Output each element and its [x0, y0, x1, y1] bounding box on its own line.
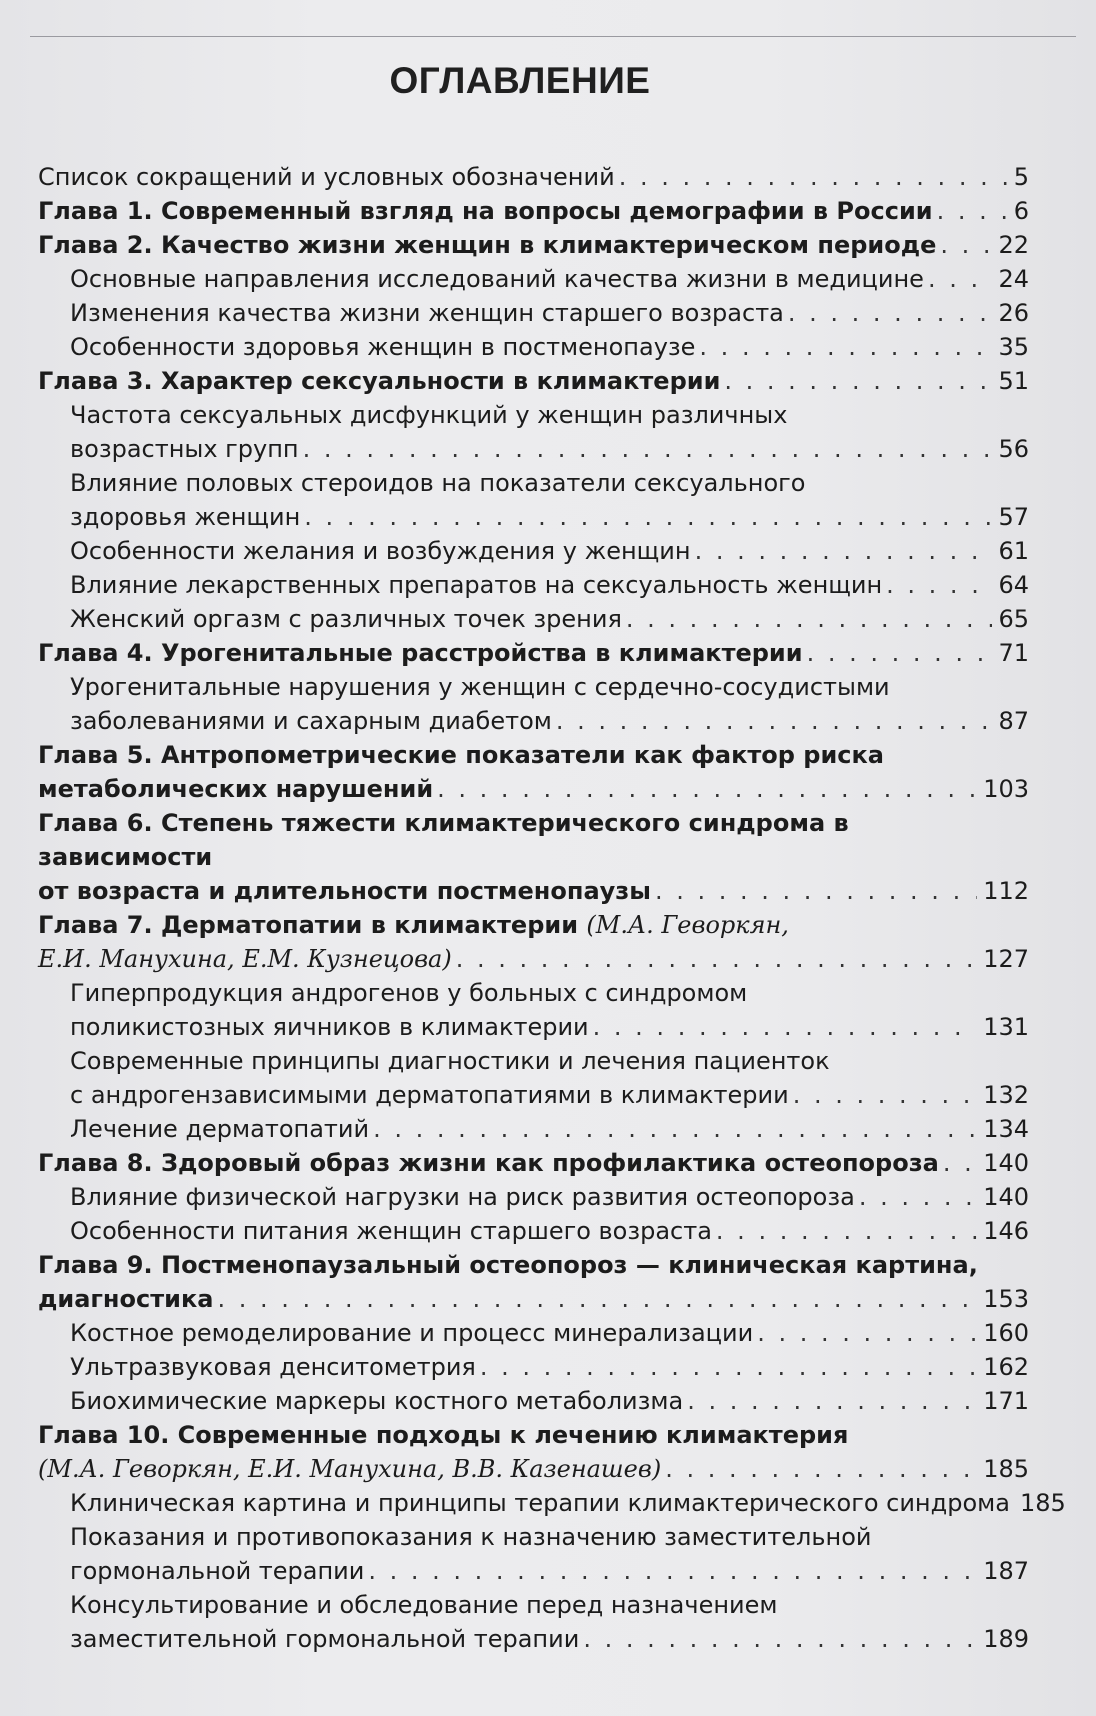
toc-entry-title-text: заболеваниями и сахарным диабетом: [70, 707, 552, 735]
toc-entry-title: [70, 602, 622, 636]
toc-entry-title-part: Урогенитальные нарушения у женщин с сердечно-сосудистыми: [70, 673, 890, 701]
dot-leader: [886, 568, 992, 602]
toc-entry-title-part: Показания и противопоказания к назначению заместительной: [70, 1523, 872, 1551]
toc-entry-title: [70, 1010, 589, 1044]
dot-leader: [943, 1146, 977, 1180]
toc-page-number: 64: [998, 571, 1029, 599]
toc-chapter-entry[interactable]: [34, 1146, 1029, 1180]
dot-leader: [724, 364, 992, 398]
toc-entry-title-text: гормональной терапии: [70, 1557, 365, 1585]
toc-entry-title-text: Костное ремоделирование и процесс минерализации: [70, 1319, 754, 1347]
toc-entry-title-text: Ультразвуковая денситометрия: [70, 1353, 476, 1381]
toc-entry-leader-line: [70, 262, 1029, 296]
toc-entry-leader-line: [70, 432, 1029, 466]
toc-entry-title-line: [38, 806, 1029, 874]
toc-entry-leader-line: [70, 568, 1029, 602]
toc-subsection-entry[interactable]: [34, 1112, 1029, 1146]
toc-entry-leader-line: [70, 1180, 1029, 1214]
toc-entry-leader-line: [70, 1316, 1029, 1350]
toc-page-number: 140: [983, 1149, 1029, 1177]
toc-entry-leader-line: [70, 602, 1029, 636]
toc-entry-title: [70, 1486, 1010, 1520]
toc-entry-title-line: [38, 738, 1029, 772]
toc-page-number: 131: [983, 1013, 1029, 1041]
toc-entry-leader-line: [70, 1384, 1029, 1418]
toc-entry-leader-line: [70, 296, 1029, 330]
dot-leader: [859, 1180, 977, 1214]
toc-page-number: 189: [983, 1625, 1029, 1653]
toc-entry-leader-line: [70, 1214, 1029, 1248]
toc-entry-title: [70, 1214, 712, 1248]
toc-subsection-entry[interactable]: [34, 296, 1029, 330]
toc-subsection-entry[interactable]: [34, 670, 1029, 738]
toc-entry-title: [70, 534, 691, 568]
toc-subsection-entry[interactable]: [34, 1044, 1029, 1112]
toc-entry-title-part: Современные принципы диагностики и лечения пациенток: [70, 1047, 830, 1075]
toc-page-number: 6: [1013, 197, 1029, 225]
toc-subsection-entry[interactable]: [34, 466, 1029, 534]
toc-page-number: 185: [1019, 1489, 1066, 1517]
dot-leader: [626, 602, 993, 636]
dot-leader: [556, 704, 993, 738]
toc-entry-title-text: здоровья женщин: [70, 503, 301, 531]
toc-entry-title: [70, 1622, 579, 1656]
toc-entry-leader-line: [70, 534, 1029, 568]
toc-entry-title: [38, 364, 720, 398]
toc-entry-title-line: [38, 1248, 1029, 1282]
dot-leader: [687, 1384, 977, 1418]
toc-entry-title-part: Гиперпродукция андрогенов у больных с синдромом: [70, 979, 748, 1007]
toc-chapter-entry[interactable]: [34, 194, 1029, 228]
toc-page-number: 162: [983, 1353, 1029, 1381]
dot-leader: [928, 262, 993, 296]
toc-entry-title-text: Глава 1. Современный взгляд на вопросы демографии в России: [38, 197, 933, 225]
toc-entry-leader-line: [70, 1078, 1029, 1112]
toc-entry-title-line: [70, 398, 1029, 432]
toc-page-number: 127: [983, 945, 1029, 973]
toc-subsection-entry[interactable]: [34, 1384, 1029, 1418]
dot-leader: [695, 534, 993, 568]
toc-entry-title-line: [70, 976, 1029, 1010]
toc-page-number: 71: [998, 639, 1029, 667]
toc-subsection-entry[interactable]: [34, 1316, 1029, 1350]
dot-leader: [368, 1554, 977, 1588]
toc-entry-title: [70, 1180, 855, 1214]
dot-leader: [619, 160, 1008, 194]
dot-leader: [593, 1010, 978, 1044]
toc-entry-title-text: с андрогензависимыми дерматопатиями в климактерии: [70, 1081, 789, 1109]
dot-leader: [655, 874, 977, 908]
toc-entry-title-part: Глава 5. Антропометрические показатели как фактор риска: [38, 741, 884, 769]
toc-subsection-entry[interactable]: [34, 1486, 1066, 1520]
toc-entry-leader-line: [38, 942, 1029, 976]
toc-subsection-entry[interactable]: [34, 568, 1029, 602]
toc-entry-title-text: Список сокращений и условных обозначений: [38, 163, 615, 191]
toc-entry-title-text: метаболических нарушений: [38, 775, 434, 803]
toc-entry-title-text: заместительной гормональной терапии: [70, 1625, 580, 1653]
toc-page-number: 153: [983, 1285, 1029, 1313]
toc-entry-authors: (М.А. Геворкян,: [586, 911, 789, 939]
toc-entry-title-part: Глава 10. Современные подходы к лечению климактерия: [38, 1421, 849, 1449]
toc-page-number: 61: [998, 537, 1029, 565]
toc-entry-leader-line: [70, 330, 1029, 364]
toc-entry-title: [70, 1384, 683, 1418]
toc-page-number: 112: [983, 877, 1029, 905]
toc-page-number: 160: [983, 1319, 1029, 1347]
toc-page-number: 51: [998, 367, 1029, 395]
toc-entry-leader-line: [38, 1146, 1029, 1180]
dot-leader: [788, 296, 993, 330]
toc-entry-title-line: [38, 1418, 1029, 1452]
toc-entry-authors: Е.И. Манухина, Е.М. Кузнецова): [38, 945, 452, 973]
toc-entry-title-text: Женский оргазм с различных точек зрения: [70, 605, 622, 633]
toc-entry-authors: (М.А. Геворкян, Е.И. Манухина, В.В. Казенашев): [38, 1455, 662, 1483]
toc-entry-title-part: Частота сексуальных дисфункций у женщин различных: [70, 401, 788, 429]
toc-entry-title: [70, 1350, 476, 1384]
toc-entry-leader-line: [70, 1350, 1029, 1384]
toc-entry-title: [70, 262, 924, 296]
toc-entry-title-part: Консультирование и обследование перед назначением: [70, 1591, 778, 1619]
toc-page-number: 26: [998, 299, 1029, 327]
toc-entry-title: [38, 160, 615, 194]
toc-page-number: 103: [983, 775, 1029, 803]
toc-entry-title: [70, 432, 299, 466]
toc-entry-title: [70, 296, 784, 330]
toc-page-number: 56: [998, 435, 1029, 463]
toc-entry-leader-line: [38, 874, 1029, 908]
toc-entry-title-text: диагностика: [38, 1285, 214, 1313]
dot-leader: [304, 500, 992, 534]
toc-chapter-entry[interactable]: [34, 160, 1029, 194]
toc-entry-title: [70, 1316, 753, 1350]
toc-entry-leader-line: [38, 772, 1029, 806]
toc-entry-title-part: Глава 6. Степень тяжести климактерического синдрома в зависимости: [38, 809, 849, 871]
toc-subsection-entry[interactable]: [34, 1180, 1029, 1214]
toc-subsection-entry[interactable]: [34, 1520, 1029, 1588]
toc-entry-title-text: поликистозных яичников в климактерии: [70, 1013, 589, 1041]
toc-entry-title-text: Лечение дерматопатий: [70, 1115, 370, 1143]
toc-entry-title-text: Особенности желания и возбуждения у женщин: [70, 537, 691, 565]
toc-chapter-entry[interactable]: [34, 806, 1029, 908]
toc-page-number: 171: [983, 1387, 1029, 1415]
toc-entry-title-line: [38, 908, 1029, 942]
dot-leader: [716, 1214, 977, 1248]
toc-entry-title-text: Глава 2. Качество жизни женщин в климактерическом периоде: [38, 231, 937, 259]
toc-entry-leader-line: [70, 1112, 1029, 1146]
toc-entry-leader-line: [70, 1010, 1029, 1044]
toc-chapter-entry[interactable]: [34, 364, 1029, 398]
toc-page-number: 35: [998, 333, 1029, 361]
dot-leader: [665, 1452, 977, 1486]
toc-entry-title: [70, 1112, 369, 1146]
toc-entry-title-text: Биохимические маркеры костного метаболизма: [70, 1387, 684, 1415]
toc-entry-title-text: Основные направления исследований качества жизни в медицине: [70, 265, 924, 293]
dot-leader: [937, 194, 1008, 228]
toc-entry-leader-line: [70, 1554, 1029, 1588]
toc-chapter-entry[interactable]: [34, 1248, 1029, 1316]
toc-entry-title: [38, 194, 933, 228]
toc-page-number: 146: [983, 1217, 1029, 1245]
toc-entry-title: [70, 500, 300, 534]
toc-chapter-entry[interactable]: [34, 1418, 1029, 1486]
toc-entry-title-text: Клиническая картина и принципы терапии климактерического синдрома: [70, 1489, 1010, 1517]
toc-chapter-entry[interactable]: [34, 228, 1029, 262]
toc-chapter-entry[interactable]: [34, 738, 1029, 806]
dot-leader: [940, 228, 992, 262]
toc-entry-title-text: Глава 4. Урогенитальные расстройства в климактерии: [38, 639, 803, 667]
toc-entry-title: [70, 568, 882, 602]
toc-page-number: 134: [983, 1115, 1029, 1143]
toc-entry-title-text: от возраста и длительности постменопаузы: [38, 877, 651, 905]
toc-page-number: 185: [983, 1455, 1029, 1483]
toc-entry-title-text: Влияние лекарственных препаратов на сексуальность женщин: [70, 571, 883, 599]
toc-entry-title: [38, 636, 803, 670]
toc-page-number: 132: [983, 1081, 1029, 1109]
toc-entry-title: [38, 228, 936, 262]
page-title: ОГЛАВЛЕНИЕ: [389, 60, 651, 101]
toc-subsection-entry[interactable]: [34, 1588, 1029, 1656]
toc-entry-title-line: [70, 1520, 1029, 1554]
toc-entry-title-text: Изменения качества жизни женщин старшего возраста: [70, 299, 784, 327]
toc-entry-leader-line: [38, 228, 1029, 262]
toc-subsection-entry[interactable]: [34, 1350, 1029, 1384]
toc-chapter-entry[interactable]: [34, 908, 1029, 976]
toc-subsection-entry[interactable]: [34, 602, 1029, 636]
toc-page-number: 65: [998, 605, 1029, 633]
toc-entry-leader-line: [70, 704, 1029, 738]
toc-page-number: 140: [983, 1183, 1029, 1211]
toc-entry-title-text: возрастных групп: [70, 435, 299, 463]
toc-subsection-entry[interactable]: [34, 976, 1029, 1044]
toc-entry-title: [38, 1146, 939, 1180]
toc-page-number: 24: [998, 265, 1029, 293]
toc-entry-title-line: [70, 1044, 1029, 1078]
toc-entry-leader-line: [38, 1282, 1029, 1316]
toc-entry-title: [38, 1452, 661, 1486]
toc-entry-title: [70, 1078, 789, 1112]
toc-entry-title-text: Особенности питания женщин старшего возраста: [70, 1217, 712, 1245]
toc-entry-title: [70, 330, 695, 364]
table-of-contents: [34, 160, 1066, 1656]
toc-entry-title: [38, 942, 452, 976]
toc-entry-title-line: [70, 670, 1029, 704]
toc-page-number: 22: [998, 231, 1029, 259]
dot-leader: [807, 636, 993, 670]
dot-leader: [757, 1316, 977, 1350]
toc-entry-title-line: [70, 466, 1029, 500]
dot-leader: [217, 1282, 977, 1316]
toc-subsection-entry[interactable]: [34, 1214, 1029, 1248]
toc-entry-title-part: Влияние половых стероидов на показатели сексуального: [70, 469, 806, 497]
top-rule: [30, 36, 1076, 37]
toc-entry-title-text: Особенности здоровья женщин в постменопаузе: [70, 333, 696, 361]
toc-entry-leader-line: [70, 1486, 1066, 1520]
toc-entry-title: [38, 1282, 213, 1316]
toc-chapter-entry[interactable]: [34, 636, 1029, 670]
dot-leader: [480, 1350, 977, 1384]
dot-leader: [437, 772, 977, 806]
toc-entry-leader-line: [38, 364, 1029, 398]
dot-leader: [793, 1078, 977, 1112]
toc-entry-title-line: [70, 1588, 1029, 1622]
toc-entry-title-text: Глава 3. Характер сексуальности в климактерии: [38, 367, 721, 395]
toc-subsection-entry[interactable]: [34, 330, 1029, 364]
toc-subsection-entry[interactable]: [34, 534, 1029, 568]
toc-entry-leader-line: [38, 160, 1029, 194]
toc-page-number: 5: [1013, 163, 1029, 191]
toc-entry-leader-line: [38, 636, 1029, 670]
toc-entry-title-part: Глава 7. Дерматопатии в климактерии: [38, 911, 579, 939]
toc-entry-title: [70, 704, 552, 738]
dot-leader: [699, 330, 992, 364]
toc-entry-title-text: Влияние физической нагрузки на риск развития остеопороза: [70, 1183, 855, 1211]
toc-entry-leader-line: [70, 1622, 1029, 1656]
toc-page-number: 187: [983, 1557, 1029, 1585]
dot-leader: [373, 1112, 977, 1146]
toc-subsection-entry[interactable]: [34, 398, 1029, 466]
dot-leader: [583, 1622, 977, 1656]
toc-page-number: 57: [998, 503, 1029, 531]
dot-leader: [456, 942, 977, 976]
toc-entry-leader-line: [70, 500, 1029, 534]
toc-entry-title: [70, 1554, 364, 1588]
toc-entry-title: [38, 874, 651, 908]
toc-entry-title-part: Глава 9. Постменопаузальный остеопороз — клиническая картина,: [38, 1251, 978, 1279]
toc-entry-title-text: Глава 8. Здоровый образ жизни как профилактика остеопороза: [38, 1149, 939, 1177]
toc-subsection-entry[interactable]: [34, 262, 1029, 296]
toc-entry-leader-line: [38, 1452, 1029, 1486]
dot-leader: [303, 432, 993, 466]
toc-entry-leader-line: [38, 194, 1029, 228]
toc-page-number: 87: [998, 707, 1029, 735]
toc-entry-title: [38, 772, 433, 806]
